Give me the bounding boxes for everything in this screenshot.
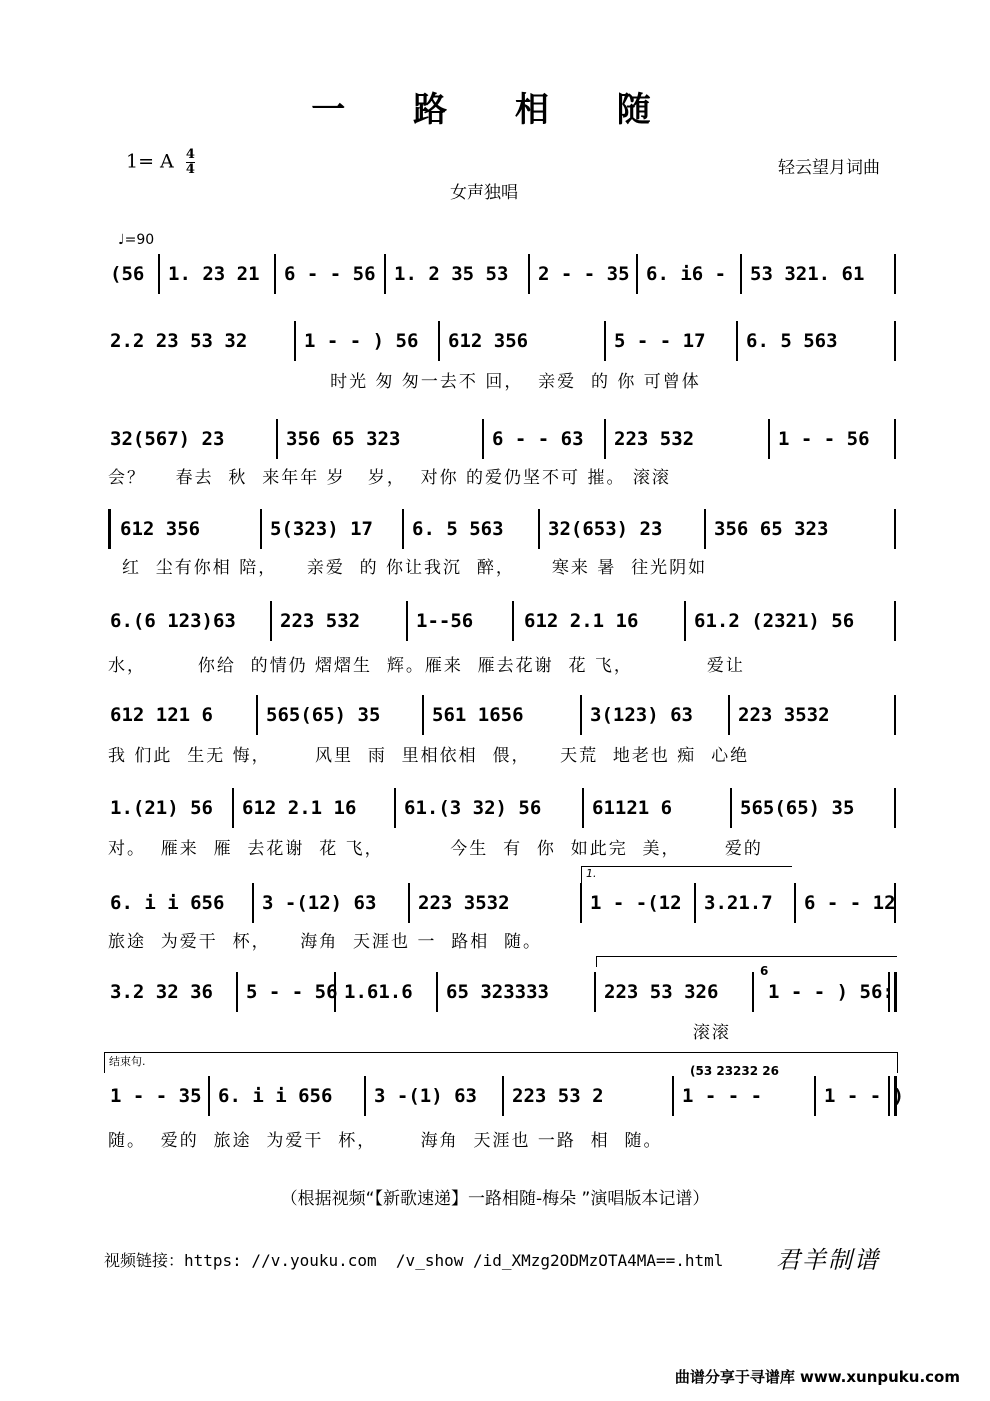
lyrics-line: 旅途 为爱干 杯， 海角 天涯也 一 路相 随。 <box>108 932 543 952</box>
bar-line <box>730 788 732 828</box>
key-label: 1= A <box>126 150 174 173</box>
bar-line <box>334 972 336 1012</box>
ending-label: 结束句. <box>109 1055 146 1068</box>
measure: 1.(21) 56 <box>110 797 213 819</box>
measure: 61121 6 <box>592 797 673 819</box>
measure: 1 - - 56 <box>778 428 870 450</box>
final-bar <box>894 1076 897 1116</box>
measure: 1. 2 35 53 <box>394 263 509 285</box>
voice-type: 女声独唱 <box>450 183 518 203</box>
measure: 565(65) 35 <box>266 704 381 726</box>
notes-row <box>108 887 896 919</box>
bar-line <box>274 254 276 294</box>
measure: 223 3532 <box>738 704 830 726</box>
measure: 1. 23 21 <box>168 263 260 285</box>
footer-watermark: 曲谱分享于寻谱库 www.xunpuku.com <box>674 1368 960 1386</box>
bar-line <box>538 509 540 549</box>
lyrics-line: 时光 匆 匆一去不 回， 亲爱 的 你 可曾体 <box>108 372 701 392</box>
lyrics-line: 滚滚 <box>108 1023 731 1043</box>
notes-row <box>108 258 896 290</box>
notes-row <box>108 699 896 731</box>
measure: 565(65) 35 <box>740 797 855 819</box>
bar-line <box>888 972 890 1012</box>
notes-row <box>108 605 896 637</box>
measure: 223 532 <box>614 428 695 450</box>
time-signature <box>186 148 195 177</box>
measure: 32(653) 23 <box>548 518 663 540</box>
measure: 2 - - 35 <box>538 263 630 285</box>
bar-line <box>752 972 754 1012</box>
bar-line <box>684 601 686 641</box>
key-signature <box>126 148 195 177</box>
bar-line <box>894 788 896 828</box>
measure: 1.61.6 <box>344 981 413 1003</box>
measure: 6. 5 563 <box>412 518 504 540</box>
measure: 6. i i 656 <box>110 892 225 914</box>
measure: 5 - - 17 <box>614 330 706 352</box>
bar-line <box>794 883 796 923</box>
bar-line <box>768 419 770 459</box>
measure: 61.2 (2321) 56 <box>694 610 855 632</box>
notes-row <box>108 325 896 357</box>
measure: 612 121 6 <box>110 704 213 726</box>
grace-notes: (53 23232 26 <box>690 1064 779 1078</box>
repeat-end-bar <box>894 972 897 1012</box>
measure: 356 65 323 <box>714 518 829 540</box>
notes-row <box>108 792 896 824</box>
video-link: 视频链接：https: //v.youku.com /v_show /id_XMzg2ODMzOTA4MA==.html <box>104 1251 724 1270</box>
volta-bracket <box>581 866 792 889</box>
bar-line <box>294 321 296 361</box>
bar-line <box>260 509 262 549</box>
tempo-marking: ♩=90 <box>118 232 155 248</box>
bar-line <box>438 321 440 361</box>
measure: 1 - - - <box>682 1085 763 1107</box>
bar-line <box>394 788 396 828</box>
measure: 6. i6 - <box>646 263 727 285</box>
measure: 3.21.7 <box>704 892 773 914</box>
measure: 561 1656 <box>432 704 524 726</box>
notes-row <box>108 423 896 455</box>
bar-line <box>158 254 160 294</box>
bar-line <box>406 601 408 641</box>
notes-row <box>108 1064 905 1112</box>
bar-line <box>364 1076 366 1116</box>
measure: 612 2.1 16 <box>242 797 357 819</box>
measure: 223 53 2 <box>512 1085 604 1107</box>
bar-line <box>894 695 896 735</box>
measure: 1 - - ) 56: <box>768 981 894 1003</box>
bar-line <box>672 1076 674 1116</box>
measure: 6. i i 656 <box>218 1085 333 1107</box>
measure: 612 356 <box>120 518 201 540</box>
bar-line <box>436 972 438 1012</box>
bar-line <box>580 883 582 923</box>
bar-line <box>270 601 272 641</box>
measure: 6 - - 12 <box>804 892 896 914</box>
bar-line <box>582 788 584 828</box>
bar-line <box>482 419 484 459</box>
bar-line <box>502 1076 504 1116</box>
song-title: 一 路 相 随 <box>311 90 679 130</box>
measure: 6.(6 123)63 <box>110 610 236 632</box>
bar-line <box>384 254 386 294</box>
measure: 5(323) 17 <box>270 518 373 540</box>
bar-line <box>208 1076 210 1116</box>
lyrics-line: 会？ 春去 秋 来年年 岁 岁， 对你 的爱仍坚不可 摧。 滚滚 <box>108 468 671 488</box>
measure: 356 65 323 <box>286 428 401 450</box>
repeat-start-bar <box>108 509 111 549</box>
lyrics-line: 水， 你给 的情仍 熠熠生 辉。雁来 雁去花谢 花 飞， 爱让 <box>108 656 745 676</box>
bar-line <box>604 321 606 361</box>
bar-line <box>236 972 238 1012</box>
measure: 61.(3 32) 56 <box>404 797 542 819</box>
bar-line <box>894 419 896 459</box>
bar-line <box>256 695 258 735</box>
measure: 1--56 <box>416 610 474 632</box>
bar-line <box>636 254 638 294</box>
measure: 2.2 23 53 32 <box>110 330 248 352</box>
composer-credit: 轻云望月词曲 <box>778 158 880 178</box>
transcriber-signature: 君羊制谱 <box>776 1246 880 1274</box>
measure: 1 - - ) 56 <box>304 330 419 352</box>
lyrics-line: 我 们此 生无 悔， 风里 雨 里相依相 偎， 天荒 地老也 痴 心绝 <box>108 746 750 766</box>
measure: 6 - - 56 <box>284 263 376 285</box>
bar-line <box>276 419 278 459</box>
bar-line <box>252 883 254 923</box>
measure: 53 321. 61 <box>750 263 865 285</box>
notes-row <box>108 513 896 545</box>
bar-line <box>888 1076 890 1116</box>
measure: 32(567) 23 <box>110 428 225 450</box>
measure: 5 - - 56 <box>246 981 338 1003</box>
measure: 223 532 <box>280 610 361 632</box>
bar-line <box>528 254 530 294</box>
measure: 223 3532 <box>418 892 510 914</box>
measure: 6. 5 563 <box>746 330 838 352</box>
volta-6-label: 6 <box>760 964 769 978</box>
bar-line <box>736 321 738 361</box>
measure: 65 323333 <box>446 981 549 1003</box>
bar-line <box>894 883 896 923</box>
bar-line <box>580 695 582 735</box>
volta-label: 1. <box>586 867 597 880</box>
measure: 1 - - 35 <box>110 1085 202 1107</box>
measure: 3 -(1) 63 <box>374 1085 477 1107</box>
bar-line <box>232 788 234 828</box>
time-signature-bottom: 4 <box>185 162 195 177</box>
bar-line <box>402 509 404 549</box>
lyrics-line: 随。 爱的 旅途 为爱干 杯， 海角 天涯也 一路 相 随。 <box>108 1131 663 1151</box>
bar-line <box>728 695 730 735</box>
bar-line <box>594 972 596 1012</box>
measure: (56 <box>110 263 145 285</box>
bar-line <box>512 601 514 641</box>
measure: 223 53 326 <box>604 981 719 1003</box>
measure: 3(123) 63 <box>590 704 693 726</box>
measure: 1 - -(12 <box>590 892 682 914</box>
volta-bracket <box>596 956 897 967</box>
bar-line <box>814 1076 816 1116</box>
time-signature-top: 4 <box>185 147 195 162</box>
bar-line <box>740 254 742 294</box>
bar-line <box>604 419 606 459</box>
lyrics-line: 红 尘有你相 陪， 亲爱 的 你让我沉 醉， 寒来 暑 往光阴如 <box>122 558 708 578</box>
measure: 1 - - ) <box>824 1085 905 1107</box>
bar-line <box>694 883 696 923</box>
measure: 6 - - 63 <box>492 428 584 450</box>
bar-line <box>704 509 706 549</box>
transcription-source-note: （根据视频“【新歌速递】一路相随-梅朵 ”演唱版本记谱） <box>280 1189 710 1209</box>
bar-line <box>408 883 410 923</box>
notes-row <box>108 964 896 1008</box>
measure: 3 -(12) 63 <box>262 892 377 914</box>
lyrics-line: 对。 雁来 雁 去花谢 花 飞， 今生 有 你 如此完 美， 爱的 <box>108 839 763 859</box>
bar-line <box>894 601 896 641</box>
measure: 612 356 <box>448 330 529 352</box>
measure: 3.2 32 36 <box>110 981 213 1003</box>
bar-line <box>422 695 424 735</box>
bar-line <box>894 509 896 549</box>
bar-line <box>894 254 896 294</box>
bar-line <box>894 321 896 361</box>
measure: 612 2.1 16 <box>524 610 639 632</box>
